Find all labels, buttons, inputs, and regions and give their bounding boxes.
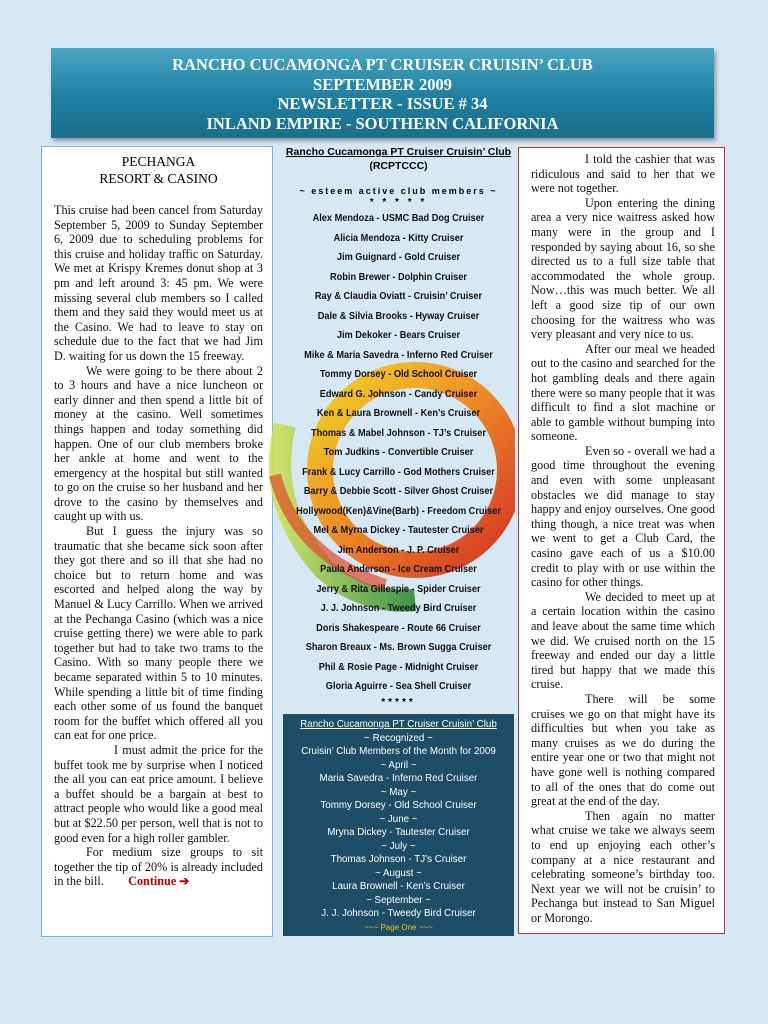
article-paragraph [54, 845, 263, 889]
recognized-line: Thomas Johnson - TJ’s Cruiser [330, 854, 467, 865]
member-entry: Thomas & Mabel Johnson - TJ’s Cruiser [310, 427, 487, 439]
recognized-line: ~ June ~ [379, 813, 418, 825]
active-members-list [284, 145, 513, 708]
newsletter-banner [51, 48, 714, 138]
recognized-line: Cruisin’ Club Members of the Month for 2009 [301, 746, 496, 757]
member-entry: Robin Brewer - Dolphin Cruiser [330, 271, 467, 283]
club-abbreviation: (RCPTCCC) [369, 160, 428, 172]
member-entry: Dale & Silvia Brooks - Hyway Cruiser [317, 310, 480, 322]
article-paragraph: Even so - overall we had a good time throughout the evening and even with some unpleasant obstacles we did manage to stay happy and enjoy ourselves. One good thing though, a nice treat was when we went to get a Club Card, the casino gave each of us a $10.00 credit to play with or use within the casino for other things. [531, 443, 715, 590]
member-of-month-box [283, 714, 514, 936]
member-entry: Tom Judkins - Convertible Cruiser [323, 447, 474, 458]
member-entry: Hollywood(Ken)&Vine(Barb) - Freedom Cruiser [296, 505, 501, 517]
recognized-line: ~ July ~ [381, 840, 416, 852]
page-number: ~~~ Page One ~~~ [364, 922, 433, 932]
article-heading [54, 153, 263, 187]
members-container [284, 209, 513, 697]
member-entry: Jim Dekoker - Bears Cruiser [336, 330, 461, 341]
member-entry: Tommy Dorsey - Old School Cruiser [319, 369, 478, 380]
member-entry: Phil & Rosie Page - Midnight Cruiser [318, 661, 479, 673]
member-entry: Barry & Debbie Scott - Silver Ghost Cruiser [303, 486, 494, 497]
article-heading-line1: PECHANGA [121, 154, 196, 169]
member-entry: Mel & Myrna Dickey - Tautester Cruiser [313, 525, 484, 536]
members-heading: ~ esteem active club members ~ [299, 186, 498, 196]
article-paragraph: After our meal we headed out to the casino and searched for the hot gambling deals and there again there were so many people that it was difficult to find a slot machine or able to gamble without bumping into someone. [531, 341, 715, 444]
article-paragraph: I must admit the price for the buffet took me by surprise when I noticed the all you can eat price amount. I believe a buffet should be a bargain at best to attract people who would like a good meal but at $22.50 per person, well that is not to good even for a high roller gambler. [54, 742, 263, 845]
recognized-title: Rancho Cucamonga PT Cruiser Cruisin’ Club [300, 719, 497, 730]
member-entry: J. J. Johnson - Tweedy Bird Cruiser [320, 603, 477, 614]
recognized-lines [283, 732, 514, 921]
banner-date: SEPTEMBER 2009 [313, 74, 452, 94]
recognized-line: Tommy Dorsey - Old School Cruiser [320, 800, 477, 811]
member-entry: Jim Anderson - J. P. Cruiser [337, 544, 460, 556]
left-article-column [41, 146, 273, 937]
banner-issue: NEWSLETTER - ISSUE # 34 [277, 94, 488, 113]
member-entry: Edward G. Johnson - Candy Cruiser [319, 388, 478, 400]
article-heading-line2: RESORT & CASINO [99, 171, 218, 186]
recognized-line: ~ April ~ [380, 759, 417, 771]
member-entry: Alex Mendoza - USMC Bad Dog Cruiser [312, 213, 485, 224]
member-entry: Sharon Breaux - Ms. Brown Sugga Cruiser [305, 642, 492, 653]
article-paragraph: This cruise had been cancel from Saturday September 5, 2009 to Sunday September 6, 2009 due to scheduling problems for this cruise and holiday traffic on Saturday. We met at Krispy Kremes donut shop at 3 pm and left around 3: 45 pm. We were missing several club members so I called them and they said they would meet us at the Casino. We had to leave to stay on schedule due to the fact that we had Jim D. waiting for us down the 15 freeway. [54, 203, 263, 363]
recognized-line: Maria Savedra - Inferno Red Cruiser [319, 773, 478, 784]
stars-divider: ***** [381, 696, 416, 708]
recognized-line: J. J. Johnson - Tweedy Bird Cruiser [321, 908, 476, 919]
member-entry: Mike & Maria Savedra - Inferno Red Cruiser [304, 349, 493, 361]
recognized-line: ~ Recognized ~ [364, 732, 433, 744]
article-paragraph: There will be some cruises we go on that might have its difficulties but when you take as many cruises as we do during the entire year one or two that might not have gone well is nothing compared to all of the ones that do come out great at the end of the day. [531, 691, 715, 809]
member-entry: Gloria Aguirre - Sea Shell Cruiser [325, 681, 472, 692]
banner-club-name: RANCHO CUCAMONGA PT CRUISER CRUISIN’ CLUB [172, 55, 593, 74]
banner-region: INLAND EMPIRE - SOUTHERN CALIFORNIA [206, 113, 559, 133]
article-paragraph: I told the cashier that was ridiculous and said to her that we were not together. [531, 152, 715, 196]
continue-link[interactable]: Continue ➔ [128, 874, 190, 889]
article-paragraph: Then again no matter what cruise we take we always seem to end up enjoying each other’s company at a nice restaurant and celebrating someone’s birthday too. Next year we will not be cruisin’ to Pechanga but instead to San Miguel or Morongo. [531, 808, 715, 925]
stars-divider: * * * * * [369, 197, 428, 208]
article-paragraph: We decided to meet up at a certain location within the casino and leave about the same time which we did. We cruised north on the 15 freeway and ended our day a little tired but happy that we made this cruise. [531, 589, 715, 692]
recognized-line: Laura Brownell - Ken’s Cruiser [332, 881, 465, 892]
recognized-line: ~ August ~ [375, 867, 422, 879]
recognized-line: ~ May ~ [380, 786, 417, 798]
recognized-line: Mryna Dickey - Tautester Cruiser [327, 827, 470, 838]
member-entry: Paula Anderson - Ice Cream Cruiser [320, 564, 477, 575]
member-entry: Alicia Mendoza - Kitty Cruiser [333, 232, 464, 244]
article-paragraph: But I guess the injury was so traumatic that she became sick soon after they got there and so ill that she had no choice but to return home and was escorted and helped along the way by Manuel & Lucy Carrillo. When we arrived at the Pechanga Casino (which was a nice cruise getting there) we were able to park together but had to take two trams to the Casino. With so many people there we became separated within 5 to 10 minutes. While spending a little bit of time finding each other some of us found the banquet room for the buffet which offered all you can eat for one price. [54, 524, 263, 743]
member-entry: Jim Guignard - Gold Cruiser [336, 252, 461, 263]
member-entry: Doris Shakespeare - Route 66 Cruiser [316, 622, 481, 634]
member-entry: Frank & Lucy Carrillo - God Mothers Cruiser [302, 466, 495, 478]
club-title: Rancho Cucamonga PT Cruiser Cruisin’ Club [285, 146, 512, 158]
article-paragraph-text: For medium size groups to sit together the tip of 20% is already included in the bill. [54, 845, 263, 889]
article-paragraph: We were going to be there about 2 to 3 hours and have a nice luncheon or early dinner and then spend a little bit of money at the casino. Well sometimes things happen and today something did happen. One of our club members broke her ankle at home and went to the emergency at the hospital but still wanted to go on the cruise so her husband and her drove to the casino by themselves and caught up with us. [54, 363, 263, 524]
recognized-line: ~ September ~ [366, 894, 431, 906]
right-article-column [518, 147, 725, 934]
member-entry: Ray & Claudia Oviatt - Cruisin’ Cruiser [314, 291, 483, 302]
member-entry: Ken & Laura Brownell - Ken’s Cruiser [316, 408, 481, 419]
article-paragraph: Upon entering the dining area a very nice waitress asked how many were in the group and I responded by saying about 16, so she directed us to a full size table that accommodated the whole group. Now…this was much better. We all left a good size tip of our own choosing for the waitress who was very pleasant and very nice to us. [531, 195, 715, 342]
member-entry: Jerry & Rita Gillespie - Spider Cruiser [316, 583, 481, 595]
